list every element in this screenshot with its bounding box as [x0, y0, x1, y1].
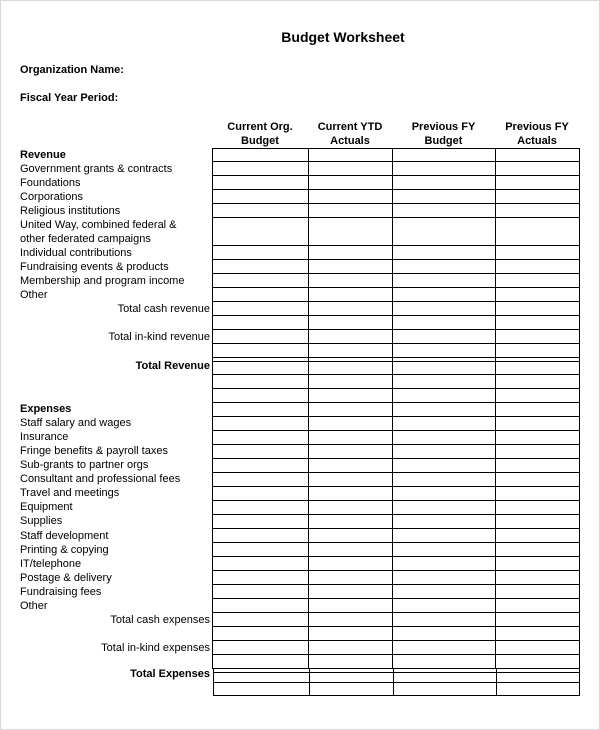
expense-item: Travel and meetings: [20, 487, 120, 499]
revenue-heading: Revenue: [20, 149, 66, 161]
total-expenses-label: Total Expenses: [130, 668, 210, 680]
grid-column-line: [496, 668, 497, 696]
organization-name-label: Organization Name:: [20, 64, 124, 76]
grid-row-line: [213, 695, 580, 696]
revenue-item: Membership and program income: [20, 275, 185, 287]
grid-row-line: [212, 570, 580, 571]
grid-column-line: [308, 148, 309, 669]
grid-row-line: [212, 361, 580, 362]
column-header-previous-budget: [392, 120, 495, 148]
grid-row-line: [212, 528, 580, 529]
grid-row-line: [212, 217, 580, 218]
grid-row-line: [212, 161, 580, 162]
total-revenue-label: Total Revenue: [135, 360, 210, 372]
column-header-current-budget: [212, 120, 308, 148]
grid-row-line: [212, 259, 580, 260]
grid-row-line: [212, 189, 580, 190]
grid-row-line: [212, 374, 580, 375]
page-title: Budget Worksheet: [281, 29, 405, 45]
grid-column-line: [495, 148, 496, 669]
grid-row-line: [212, 301, 580, 302]
revenue-item: Individual contributions: [20, 247, 132, 259]
revenue-item: other federated campaigns: [20, 233, 151, 245]
revenue-item: Government grants & contracts: [20, 163, 173, 175]
grid-row-line: [212, 654, 580, 655]
expenses-heading: Expenses: [20, 403, 72, 415]
expense-item: Other: [20, 600, 48, 612]
total-cash-expenses-label: Total cash expenses: [110, 614, 210, 626]
grid-column-line: [393, 668, 394, 696]
grid-row-line: [212, 584, 580, 585]
fiscal-year-period-label: Fiscal Year Period:: [20, 92, 119, 104]
grid-column-line: [309, 668, 310, 696]
revenue-item: Religious institutions: [20, 205, 121, 217]
column-header-line2: Actuals: [517, 135, 557, 147]
total-inkind-expenses-label: Total in-kind expenses: [101, 642, 210, 654]
revenue-item: Fundraising events & products: [20, 261, 169, 273]
grid-row-line: [212, 388, 580, 389]
grid-row-line: [212, 514, 580, 515]
grid-row-line: [212, 542, 580, 543]
grid-column-line: [213, 668, 214, 696]
expense-item: Supplies: [20, 515, 63, 527]
grid-row-line: [212, 357, 580, 358]
grid-row-line: [212, 444, 580, 445]
expense-item: Staff development: [20, 530, 109, 542]
expense-item: Insurance: [20, 431, 69, 443]
column-header-line1: Current YTD: [317, 121, 383, 133]
expense-item: Fundraising fees: [20, 586, 102, 598]
expense-item: Consultant and professional fees: [20, 473, 181, 485]
column-header-line1: Current Org.: [227, 121, 293, 133]
revenue-item: United Way, combined federal &: [20, 219, 177, 231]
expense-item: IT/telephone: [20, 558, 82, 570]
grid-row-line: [212, 500, 580, 501]
grid-row-line: [213, 672, 580, 673]
column-header-line1: Previous FY: [411, 121, 476, 133]
grid-row-line: [212, 472, 580, 473]
grid-row-line: [212, 343, 580, 344]
expense-item: Fringe benefits & payroll taxes: [20, 445, 168, 457]
grid-row-line: [212, 486, 580, 487]
total-cash-revenue-label: Total cash revenue: [117, 303, 210, 315]
grid-row-line: [212, 203, 580, 204]
column-header-previous-actuals: [495, 120, 579, 148]
grid-row-line: [212, 287, 580, 288]
revenue-item: Other: [20, 289, 48, 301]
grid-column-line: [212, 148, 213, 669]
grid-row-line: [212, 416, 580, 417]
column-header-current-ytd: [308, 120, 392, 148]
grid-row-line: [212, 598, 580, 599]
expense-item: Postage & delivery: [20, 572, 112, 584]
grid-column-line: [579, 668, 580, 696]
column-header-line2: Budget: [241, 135, 279, 147]
expense-item: Staff salary and wages: [20, 417, 132, 429]
column-header-line2: Budget: [424, 135, 463, 147]
grid-row-line: [212, 329, 580, 330]
column-header-line2: Actuals: [330, 135, 370, 147]
total-inkind-revenue-label: Total in-kind revenue: [108, 331, 210, 343]
grid-row-line: [212, 556, 580, 557]
expense-item: Sub-grants to partner orgs: [20, 459, 149, 471]
column-header-line1: Previous FY: [505, 121, 569, 133]
expense-item: Printing & copying: [20, 544, 109, 556]
grid-row-line: [212, 315, 580, 316]
expense-item: Equipment: [20, 501, 73, 513]
grid-column-line: [579, 148, 580, 669]
grid-row-line: [212, 273, 580, 274]
grid-row-line: [212, 175, 580, 176]
grid-row-line: [212, 668, 580, 669]
grid-row-line: [212, 245, 580, 246]
grid-row-line: [212, 640, 580, 641]
grid-row-line: [212, 626, 580, 627]
grid-row-line: [212, 430, 580, 431]
revenue-item: Corporations: [20, 191, 83, 203]
grid-row-line: [212, 148, 580, 149]
grid-row-line: [213, 682, 580, 683]
grid-row-line: [212, 612, 580, 613]
grid-row-line: [212, 458, 580, 459]
revenue-item: Foundations: [20, 177, 81, 189]
grid-column-line: [392, 148, 393, 669]
grid-row-line: [212, 402, 580, 403]
